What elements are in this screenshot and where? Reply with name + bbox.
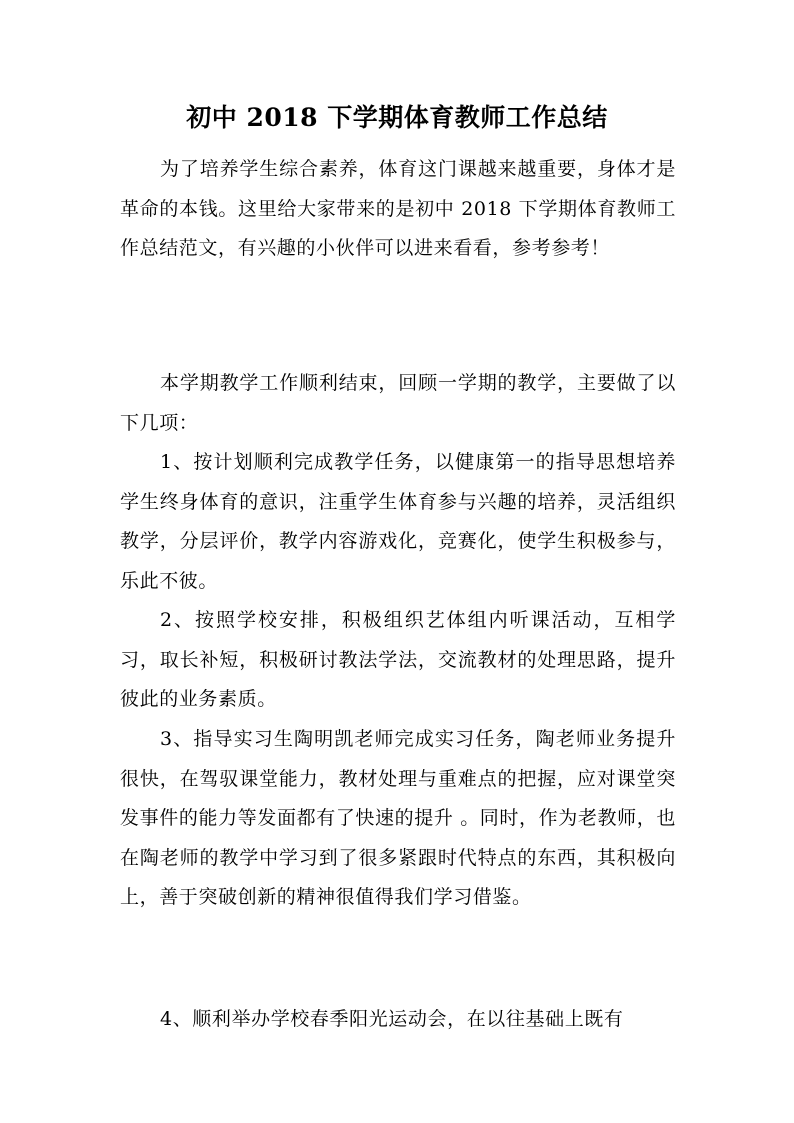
- document-title: 初中 2018 下学期体育教师工作总结: [186, 103, 608, 132]
- item-2-paragraph: 2、按照学校安排，积极组织艺体组内听课活动，互相学习，取长补短，积极研讨教法学法，交流教材的处理思路，提升彼此的业务素质。: [120, 609, 676, 710]
- item-4-paragraph: 4、顺利举办学校春季阳光运动会，在以往基础上既有: [160, 1008, 624, 1030]
- item-1-paragraph: 1、按计划顺利完成教学任务，以健康第一的指导思想培养学生终身体育的意识，注重学生体育参与兴趣的培养，灵活组织教学，分层评价，教学内容游戏化，竞赛化，使学生积极参与，乐此不彼。: [120, 451, 676, 592]
- summary-paragraph: 本学期教学工作顺利结束，回顾一学期的教学，主要做了以下几项：: [120, 372, 676, 434]
- intro-paragraph: 为了培养学生综合素养，体育这门课越来越重要，身体才是革命的本钱。这里给大家带来的是初中 2018 下学期体育教师工作总结范文，有兴趣的小伙伴可以进来看看，参考参考！: [120, 158, 676, 259]
- item-3-paragraph: 3、指导实习生陶明凯老师完成实习任务，陶老师业务提升很快，在驾驭课堂能力，教材处理与重难点的把握，应对课堂突发事件的能力等发面都有了快速的提升 。同时，作为老教师，也在陶老师的教学中学习到了很多紧跟时代特点的东西，其积极向上，善于突破创新的精神很值得我们学习借鉴。: [120, 728, 676, 908]
